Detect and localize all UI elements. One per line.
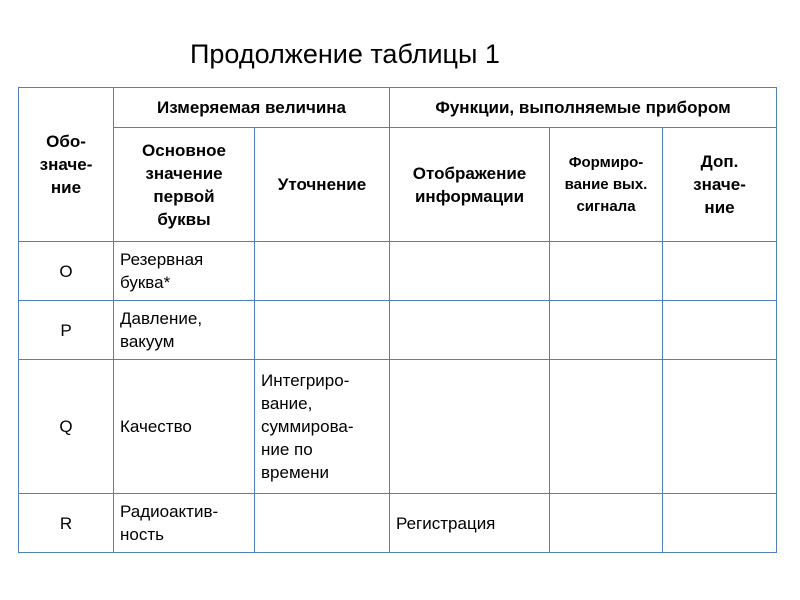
header-output-signal-line: вание вых. — [564, 175, 648, 193]
header-refinement: Уточнение — [255, 128, 390, 242]
cell-code: Q — [19, 360, 114, 494]
header-output-signal — [550, 128, 663, 242]
header-output-signal-line: Формиро- — [568, 153, 644, 171]
cell-main-value — [114, 360, 255, 494]
cell-main-line: Качество — [120, 417, 192, 436]
cell-refinement-line: времени — [261, 463, 329, 482]
header-designation-line: значе- — [39, 155, 93, 174]
header-display-line: информации — [414, 186, 525, 206]
cell-output — [550, 242, 663, 301]
cell-main-line: Давление, — [120, 309, 203, 328]
header-device-functions: Функции, выполняемые прибором — [390, 88, 777, 128]
cell-refinement — [255, 494, 390, 553]
cell-main-value — [114, 301, 255, 360]
cell-additional — [663, 494, 777, 553]
cell-display: Регистрация — [390, 494, 550, 553]
header-additional-line: ние — [704, 198, 735, 217]
cell-refinement-line: Интегриро- — [261, 371, 350, 390]
header-additional-line: Доп. — [700, 152, 739, 171]
cell-additional — [663, 242, 777, 301]
table-row — [19, 242, 777, 301]
cell-main-line: вакуум — [120, 332, 175, 351]
cell-main-line: Резервная — [120, 250, 204, 269]
cell-main-line: ность — [120, 525, 164, 544]
header-output-signal-line: сигнала — [576, 197, 636, 215]
cell-display — [390, 360, 550, 494]
header-display-line: Отображение — [412, 163, 527, 183]
cell-main-line: Радиоактив- — [120, 502, 219, 521]
cell-display — [390, 301, 550, 360]
header-first-letter-line: буквы — [157, 209, 211, 229]
header-additional — [663, 128, 777, 242]
cell-code: R — [19, 494, 114, 553]
cell-output — [550, 360, 663, 494]
header-designation-line: Обо- — [46, 132, 86, 151]
cell-main-value — [114, 494, 255, 553]
header-first-letter-main — [114, 128, 255, 242]
cell-additional — [663, 360, 777, 494]
cell-additional — [663, 301, 777, 360]
header-first-letter-line: значение — [145, 163, 223, 183]
table-row — [19, 301, 777, 360]
cell-main-value — [114, 242, 255, 301]
cell-refinement-line: ние по — [261, 440, 313, 459]
header-display — [390, 128, 550, 242]
cell-output — [550, 301, 663, 360]
table-row — [19, 494, 777, 553]
cell-refinement — [255, 242, 390, 301]
cell-output — [550, 494, 663, 553]
cell-refinement-line: суммирова- — [261, 417, 354, 436]
cell-refinement — [255, 360, 390, 494]
cell-code: O — [19, 242, 114, 301]
table-row — [19, 360, 777, 494]
cell-code: P — [19, 301, 114, 360]
cell-refinement-line: вание, — [261, 394, 313, 413]
header-first-letter-line: Основное — [142, 140, 226, 160]
cell-display — [390, 242, 550, 301]
header-designation — [19, 88, 114, 242]
header-additional-line: значе- — [693, 175, 746, 194]
header-first-letter-line: первой — [153, 186, 215, 206]
designation-table — [18, 87, 777, 553]
page-title: Продолжение таблицы 1 — [190, 39, 500, 69]
header-designation-line: ние — [50, 178, 82, 197]
header-measured-quantity: Измеряемая величина — [114, 88, 390, 128]
cell-main-line: буква* — [120, 273, 171, 292]
cell-refinement — [255, 301, 390, 360]
